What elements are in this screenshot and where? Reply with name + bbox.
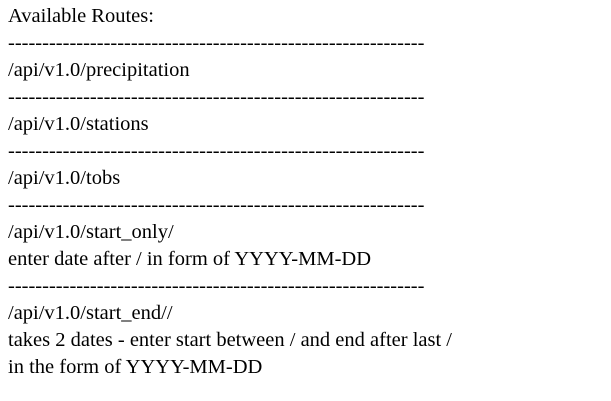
separator-line: ------------------------------------------------------------- [8, 275, 425, 297]
route-precipitation: /api/v1.0/precipitation [8, 59, 190, 81]
route-tobs: /api/v1.0/tobs [8, 167, 121, 189]
route-start-end-note: takes 2 dates - enter start between / and end after last / [8, 329, 452, 351]
route-start-only-note: enter date after / in form of YYYY-MM-DD [8, 248, 372, 270]
separator-line: ------------------------------------------------------------- [8, 86, 425, 108]
route-start-only: /api/v1.0/start_only/ [8, 221, 174, 243]
separator-line: ------------------------------------------------------------- [8, 140, 425, 162]
route-stations: /api/v1.0/stations [8, 113, 149, 135]
route-start-end-note-2: in the form of YYYY-MM-DD [8, 356, 263, 378]
route-start-end: /api/v1.0/start_end// [8, 302, 173, 324]
routes-heading: Available Routes: [8, 5, 154, 27]
separator-line: ------------------------------------------------------------- [8, 194, 425, 216]
separator-line: ------------------------------------------------------------- [8, 32, 425, 54]
page-content [8, 3, 608, 381]
